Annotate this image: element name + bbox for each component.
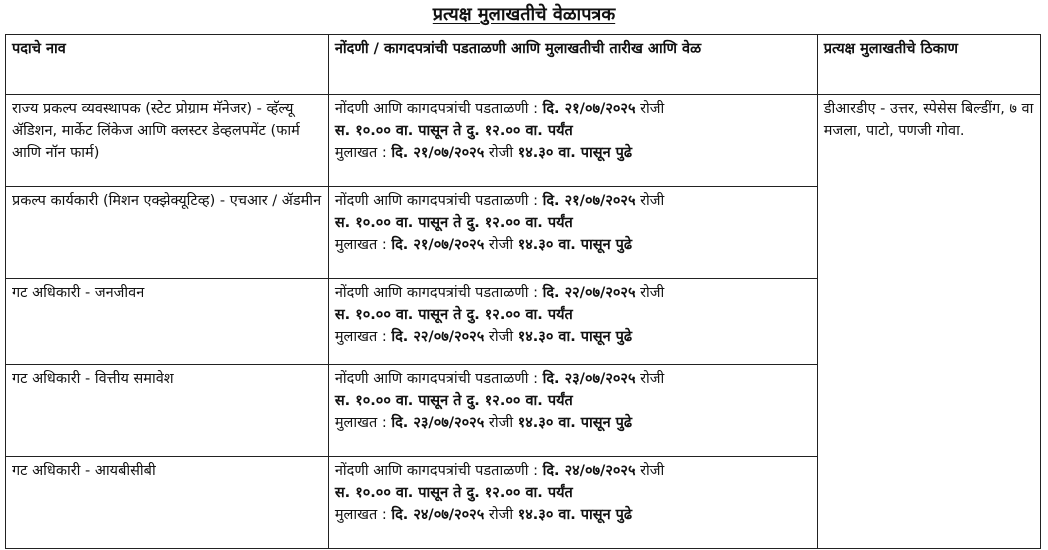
- post-name: राज्य प्रकल्प व्यवस्थापक (स्टेट प्रोग्राम मॅनेजर) - व्हॅल्यू ॲडिशन, मार्केट लिंकेज आणि क्लस्टर डेव्हलपमेंट (फार्म आणि नॉन फार्म): [12, 101, 300, 161]
- registration-date: दि. २३/०७/२०२५: [542, 371, 636, 387]
- registration-line: [335, 460, 812, 482]
- header-venue-text: प्रत्यक्ष मुलाखतीचे ठिकाण: [823, 41, 959, 57]
- header-dates-time: [328, 35, 817, 95]
- interview-label: मुलाखत :: [334, 237, 392, 253]
- registration-time: स. १०.०० वा. पासून ते दु. १२.०० वा. पर्यंत: [334, 123, 573, 139]
- interview-time: १४.३० वा. पासून पुढे: [517, 415, 633, 431]
- registration-label: नोंदणी आणि कागदपत्रांची पडताळणी :: [334, 285, 543, 301]
- registration-line: [335, 98, 812, 120]
- interview-date: दि. २१/०७/२०२५: [391, 237, 485, 253]
- interview-label: मुलाखत :: [334, 415, 392, 431]
- table-header-row: [6, 35, 1041, 95]
- header-post-name-text: पदाचे नाव: [12, 41, 66, 57]
- interview-date: दि. २३/०७/२०२५: [391, 415, 485, 431]
- registration-suffix: रोजी: [635, 463, 665, 479]
- schedule-cell: [328, 365, 817, 457]
- page-title: [0, 2, 1048, 28]
- post-name: प्रकल्प कार्यकारी (मिशन एक्झेक्यूटिव्ह) - एचआर / ॲडमीन: [12, 193, 322, 209]
- venue-address: डीआरडीए - उत्तर, स्पेसेस बिल्डींग, ७ वा मजला, पाटो, पणजी गोवा.: [823, 101, 1034, 139]
- registration-date: दि. २२/०७/२०२५: [542, 285, 636, 301]
- schedule-cell: [328, 95, 817, 187]
- registration-line: [335, 190, 812, 212]
- interview-time: १४.३० वा. पासून पुढे: [517, 507, 633, 523]
- registration-suffix: रोजी: [635, 193, 665, 209]
- interview-mid: रोजी: [484, 415, 518, 431]
- interview-date: दि. २१/०७/२०२५: [391, 145, 485, 161]
- post-name-cell: [6, 187, 329, 279]
- registration-suffix: रोजी: [635, 371, 665, 387]
- interview-line: [335, 234, 812, 256]
- venue-cell: [817, 95, 1040, 549]
- registration-suffix: रोजी: [635, 101, 665, 117]
- registration-date: दि. २४/०७/२०२५: [542, 463, 636, 479]
- post-name: गट अधिकारी - जनजीवन: [12, 285, 145, 301]
- interview-date: दि. २२/०७/२०२५: [391, 329, 485, 345]
- registration-line: [335, 282, 812, 304]
- interview-label: मुलाखत :: [334, 145, 392, 161]
- post-name: गट अधिकारी - आयबीसीबी: [12, 463, 156, 479]
- registration-time: स. १०.०० वा. पासून ते दु. १२.०० वा. पर्यंत: [334, 393, 573, 409]
- registration-label: नोंदणी आणि कागदपत्रांची पडताळणी :: [334, 371, 543, 387]
- interview-time: १४.३० वा. पासून पुढे: [517, 237, 633, 253]
- schedule-cell: [328, 457, 817, 549]
- interview-date: दि. २४/०७/२०२५: [391, 507, 485, 523]
- interview-mid: रोजी: [484, 237, 518, 253]
- registration-date: दि. २१/०७/२०२५: [542, 101, 636, 117]
- interview-line: [335, 326, 812, 348]
- interview-schedule-table: [5, 34, 1041, 549]
- registration-time: स. १०.०० वा. पासून ते दु. १२.०० वा. पर्यंत: [334, 485, 573, 501]
- interview-line: [335, 412, 812, 434]
- registration-suffix: रोजी: [635, 285, 665, 301]
- registration-date: दि. २१/०७/२०२५: [542, 193, 636, 209]
- registration-label: नोंदणी आणि कागदपत्रांची पडताळणी :: [334, 101, 543, 117]
- interview-label: मुलाखत :: [334, 329, 392, 345]
- header-venue: [817, 35, 1040, 95]
- registration-label: नोंदणी आणि कागदपत्रांची पडताळणी :: [334, 463, 543, 479]
- interview-mid: रोजी: [484, 145, 518, 161]
- schedule-cell: [328, 187, 817, 279]
- post-name-cell: [6, 365, 329, 457]
- post-name-cell: [6, 279, 329, 365]
- post-name-cell: [6, 95, 329, 187]
- post-name: गट अधिकारी - वित्तीय समावेश: [12, 371, 174, 387]
- interview-mid: रोजी: [484, 507, 518, 523]
- registration-label: नोंदणी आणि कागदपत्रांची पडताळणी :: [334, 193, 543, 209]
- interview-line: [335, 504, 812, 526]
- header-post-name: [6, 35, 329, 95]
- registration-line: [335, 368, 812, 390]
- interview-label: मुलाखत :: [334, 507, 392, 523]
- schedule-cell: [328, 279, 817, 365]
- registration-time: स. १०.०० वा. पासून ते दु. १२.०० वा. पर्यंत: [334, 307, 573, 323]
- interview-time: १४.३० वा. पासून पुढे: [517, 329, 633, 345]
- table-row: [6, 95, 1041, 187]
- interview-time: १४.३० वा. पासून पुढे: [517, 145, 633, 161]
- interview-mid: रोजी: [484, 329, 518, 345]
- header-dates-time-text: नोंदणी / कागदपत्रांची पडताळणी आणि मुलाखतीची तारीख आणि वेळ: [334, 41, 702, 57]
- post-name-cell: [6, 457, 329, 549]
- registration-time: स. १०.०० वा. पासून ते दु. १२.०० वा. पर्यंत: [334, 215, 573, 231]
- page-title-text: प्रत्यक्ष मुलाखतीचे वेळापत्रक: [432, 4, 616, 25]
- interview-line: [335, 142, 812, 164]
